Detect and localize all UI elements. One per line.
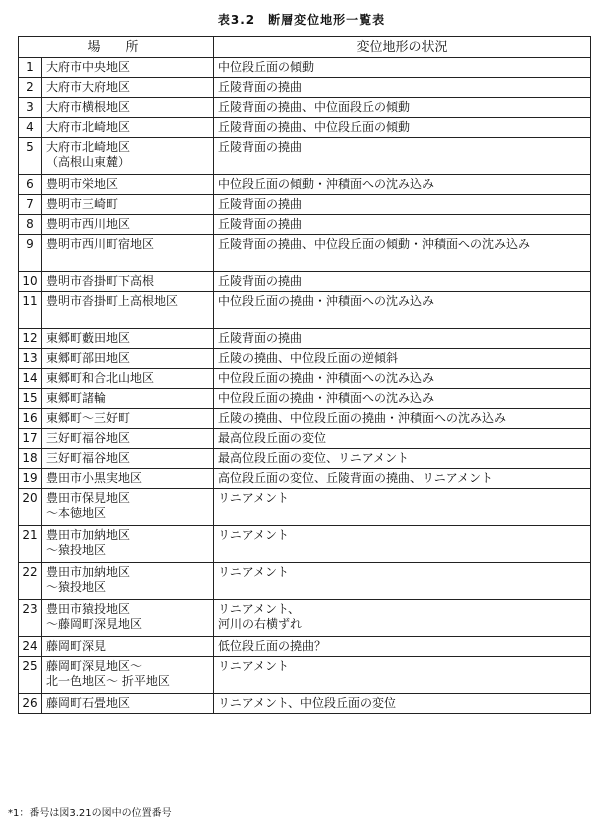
table-title: 表3.2 断層変位地形一覧表 [217,13,386,27]
place-line: 大府市中央地区 [46,60,131,74]
row-number: 2 [19,78,42,98]
table-row [19,272,591,292]
row-number: 7 [19,195,42,215]
header-description: 変位地形の状況 [214,37,591,58]
row-number: 4 [19,118,42,138]
table-row [19,58,591,78]
row-place [42,329,214,349]
place-line: 三好町福谷地区 [46,431,131,445]
table-row [19,175,591,195]
row-description [214,138,591,175]
place-line: 豊田市小黒実地区 [46,471,143,485]
row-description [214,215,591,235]
row-description [214,600,591,637]
place-line: 豊明市栄地区 [46,177,119,191]
description-line: 中位段丘面の撓曲・沖積面への沈み込み [218,294,435,308]
table-row [19,657,591,694]
row-number: 19 [19,469,42,489]
description-line: 丘陵背面の撓曲 [218,197,303,211]
description-line: 中位段丘面の撓曲・沖積面への沈み込み [218,391,435,405]
table-body [19,58,591,714]
description-line: 丘陵背面の撓曲、中位段丘面の傾動・沖積面への沈み込み [218,237,531,251]
row-place [42,235,214,272]
table-row [19,235,591,272]
row-number: 1 [19,58,42,78]
row-place [42,58,214,78]
place-line-2: ～猿投地区 [46,543,107,557]
row-number: 24 [19,637,42,657]
row-place [42,694,214,714]
table-row [19,389,591,409]
description-line: 低位段丘面の撓曲？ [218,639,327,653]
table-row [19,138,591,175]
row-place [42,409,214,429]
row-description [214,389,591,409]
row-place [42,349,214,369]
description-line: 丘陵背面の撓曲 [218,331,303,345]
table-row [19,449,591,469]
footnote: *1：番号は図3.21の図中の位置番号 [8,808,172,819]
row-place [42,118,214,138]
place-line: 藤岡町石畳地区 [46,696,131,710]
description-line: 最高位段丘面の変位、リニアメント [218,451,410,465]
row-place [42,657,214,694]
place-line: 豊田市保見地区 [46,491,131,505]
row-place [42,637,214,657]
description-line: リニアメント [218,491,290,505]
place-line: 豊明市西川地区 [46,217,131,231]
description-line: 丘陵の撓曲、中位段丘面の撓曲・沖積面への沈み込み [218,411,507,425]
table-row [19,98,591,118]
row-description [214,175,591,195]
row-place [42,175,214,195]
place-line: 東郷町藪田地区 [46,331,131,345]
header-place: 場 所 [19,37,214,58]
table-row [19,215,591,235]
row-number: 16 [19,409,42,429]
row-description [214,469,591,489]
description-line: 中位段丘面の撓曲・沖積面への沈み込み [218,371,435,385]
table-row [19,118,591,138]
table-row [19,329,591,349]
place-line: 豊田市加納地区 [46,528,131,542]
row-number: 14 [19,369,42,389]
row-number: 13 [19,349,42,369]
row-description [214,58,591,78]
place-line: 三好町福谷地区 [46,451,131,465]
row-description [214,98,591,118]
row-number: 8 [19,215,42,235]
row-number: 20 [19,489,42,526]
row-number: 18 [19,449,42,469]
row-place [42,526,214,563]
place-line: 藤岡町深見 [46,639,107,653]
place-line-2: ～藤岡町深見地区 [46,617,143,631]
table-row [19,292,591,329]
table-row [19,469,591,489]
row-description [214,526,591,563]
place-line: 豊田市加納地区 [46,565,131,579]
row-place [42,195,214,215]
place-line: 豊田市猿投地区 [46,602,131,616]
description-line-2: 河川の右横ずれ [218,617,303,631]
row-place [42,449,214,469]
place-line-2: ～猿投地区 [46,580,107,594]
row-place [42,369,214,389]
row-place [42,98,214,118]
description-line: 中位段丘面の傾動・沖積面への沈み込み [218,177,435,191]
row-description [214,637,591,657]
table-row [19,429,591,449]
row-number: 12 [19,329,42,349]
description-line: 丘陵背面の撓曲 [218,274,303,288]
row-description [214,694,591,714]
row-number: 11 [19,292,42,329]
description-line: 丘陵背面の撓曲 [218,80,303,94]
description-line: リニアメント、 [218,602,300,616]
table-row [19,694,591,714]
row-place [42,292,214,329]
row-place [42,429,214,449]
row-description [214,563,591,600]
row-description [214,235,591,272]
row-place [42,489,214,526]
place-line: 豊明市三崎町 [46,197,119,211]
fault-landform-table [18,36,591,714]
row-description [214,657,591,694]
description-line: 丘陵背面の撓曲 [218,217,303,231]
row-description [214,429,591,449]
table-row [19,409,591,429]
row-number: 3 [19,98,42,118]
row-description [214,329,591,349]
row-number: 25 [19,657,42,694]
place-line: 大府市北崎地区 [46,140,131,154]
table-row [19,369,591,389]
row-place [42,563,214,600]
row-description [214,369,591,389]
row-number: 21 [19,526,42,563]
row-number: 23 [19,600,42,637]
row-description [214,118,591,138]
description-line: 丘陵背面の撓曲、中位段丘面の傾動 [218,120,411,134]
row-number: 10 [19,272,42,292]
place-line: 豊明市沓掛町上高根地区 [46,294,179,308]
table-row [19,563,591,600]
place-line: 豊明市西川町宿地区 [46,237,155,251]
description-line: リニアメント [218,528,290,542]
row-description [214,449,591,469]
description-line: 丘陵背面の撓曲、中位面段丘の傾動 [218,100,411,114]
place-line: 東郷町部田地区 [46,351,131,365]
row-description [214,409,591,429]
table-row [19,600,591,637]
row-place [42,389,214,409]
row-number: 9 [19,235,42,272]
description-line: 丘陵の撓曲、中位段丘面の逆傾斜 [218,351,399,365]
place-line: 豊明市沓掛町下高根 [46,274,155,288]
row-number: 17 [19,429,42,449]
description-line: リニアメント [218,565,290,579]
table-row [19,349,591,369]
row-number: 15 [19,389,42,409]
table-row [19,637,591,657]
place-line: 東郷町和合北山地区 [46,371,155,385]
place-line: 大府市北崎地区 [46,120,131,134]
place-line: 東郷町～三好町 [46,411,131,425]
description-line: 中位段丘面の傾動 [218,60,315,74]
description-line: リニアメント、中位段丘面の変位 [218,696,396,710]
table-header-row [19,37,591,58]
place-line: 藤岡町深見地区～ [46,659,143,673]
row-number: 6 [19,175,42,195]
row-description [214,489,591,526]
row-number: 26 [19,694,42,714]
row-place [42,215,214,235]
table-row [19,195,591,215]
place-line-2: ～本徳地区 [46,506,107,520]
row-description [214,78,591,98]
row-place [42,272,214,292]
row-place [42,600,214,637]
place-line: 大府市横根地区 [46,100,131,114]
description-line: 最高位段丘面の変位 [218,431,327,445]
table-row [19,526,591,563]
row-place [42,78,214,98]
row-description [214,349,591,369]
place-line: 大府市大府地区 [46,80,131,94]
table-row [19,489,591,526]
row-description [214,292,591,329]
row-place [42,469,214,489]
place-line-2: 北一色地区～ 折平地区 [46,674,170,688]
row-number: 5 [19,138,42,175]
description-line: リニアメント [218,659,290,673]
place-line-2: （高根山東麓） [46,155,131,169]
row-number: 22 [19,563,42,600]
description-line: 高位段丘面の変位、丘陵背面の撓曲、リニアメント [218,471,494,485]
row-description [214,195,591,215]
description-line: 丘陵背面の撓曲 [218,140,303,154]
table-row [19,78,591,98]
row-description [214,272,591,292]
row-place [42,138,214,175]
place-line: 東郷町諸輪 [46,391,107,405]
